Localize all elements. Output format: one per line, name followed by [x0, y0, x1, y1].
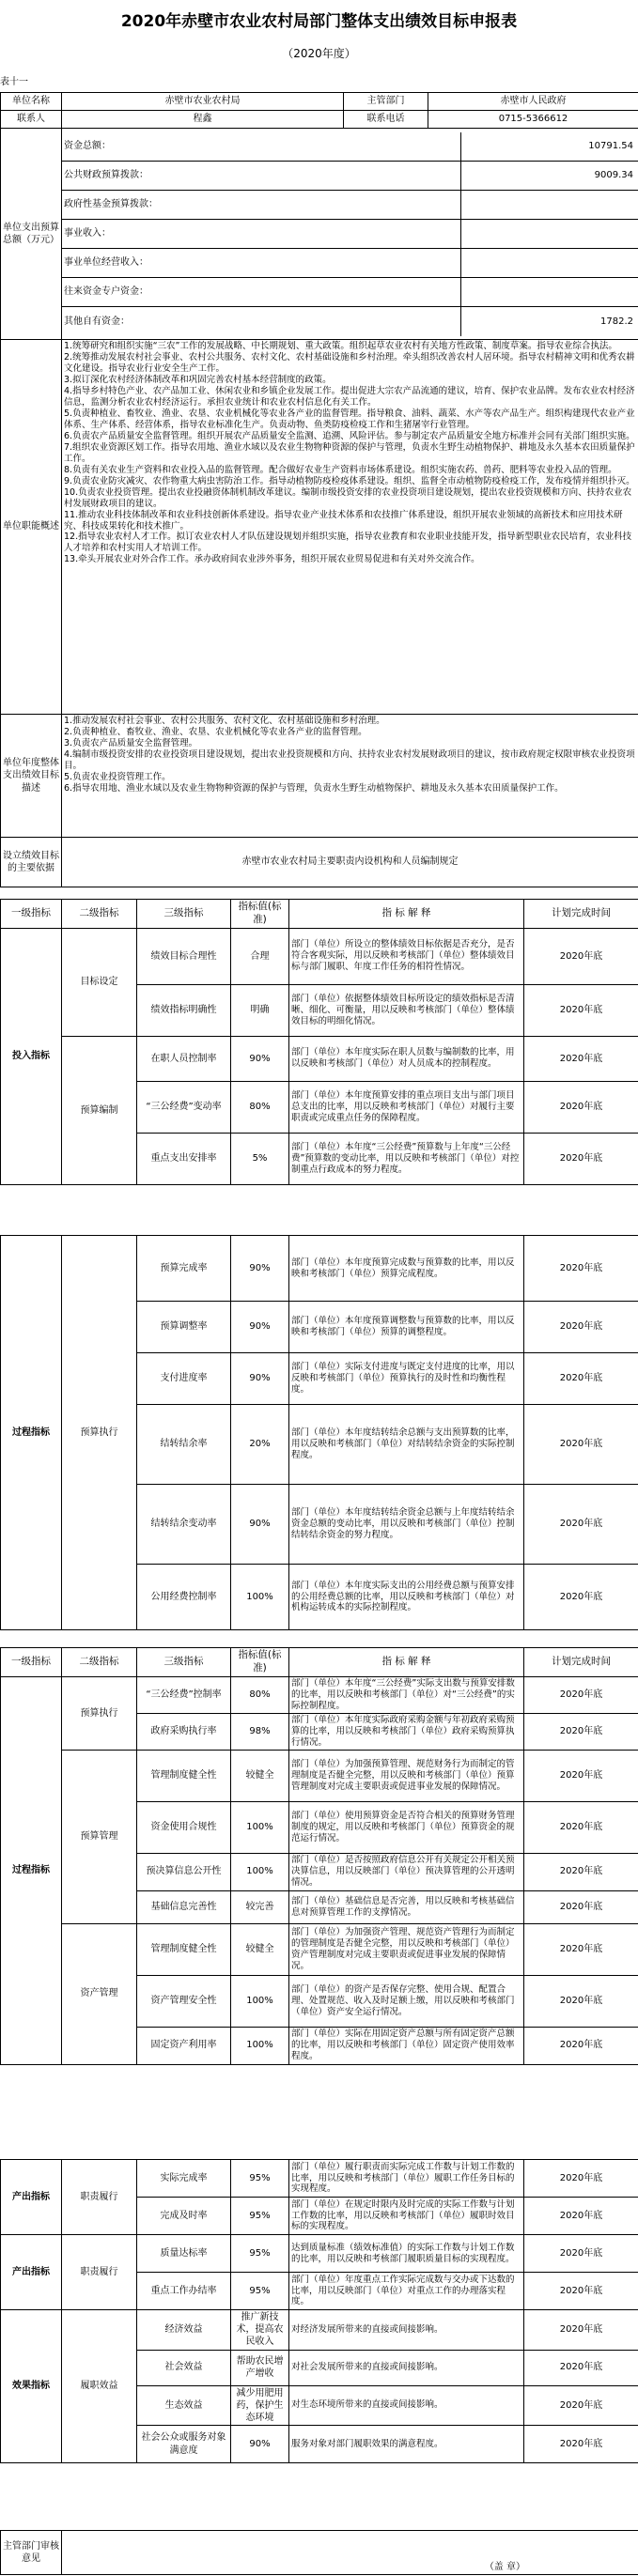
budget-row — [62, 132, 638, 162]
indicator-value: 100% — [231, 1853, 289, 1890]
budget-item-value — [461, 278, 638, 307]
budget-items — [62, 132, 638, 336]
indicator-value: 5% — [231, 1133, 289, 1184]
level3-indicator: 资产管理安全性 — [137, 1975, 231, 2027]
level2-indicator: 目标设定 — [62, 928, 137, 1036]
indicator-row — [1, 928, 638, 984]
level3-indicator: 固定资产利用率 — [137, 2027, 231, 2064]
level2-indicator: 资产管理 — [62, 1923, 137, 2064]
header-time: 计划完成时间 — [524, 1648, 638, 1677]
budget-row — [62, 249, 638, 278]
header-explain: 指 标 解 释 — [289, 900, 524, 929]
budget-row — [62, 220, 638, 249]
indicator-explanation: 部门（单位）为加强资产管理、规范资产管理行为而制定的管理制度是否健全完整，用以反映和考核部门（单位）资产管理制度对完成主要职责或促进事业发展的保障情况。 — [289, 1923, 524, 1975]
plan-time: 2020年底 — [524, 1565, 638, 1630]
budget-item-value — [461, 191, 638, 220]
duties-table — [0, 339, 638, 887]
budget-item-value: 10791.54 — [461, 132, 638, 162]
indicator-value: 较完善 — [231, 1890, 289, 1923]
plan-time: 2020年底 — [524, 1405, 638, 1485]
info-table — [0, 92, 638, 129]
level3-indicator: 社会公众或服务对象满意度 — [137, 2426, 231, 2463]
budget-item-label: 资金总额： — [62, 132, 461, 162]
indicator-row — [1, 2310, 638, 2351]
level3-indicator: 生态效益 — [137, 2385, 231, 2426]
plan-time: 2020年底 — [524, 1801, 638, 1853]
indicator-table-process2 — [0, 1647, 638, 2065]
budget-item-label: 公共财政预算拨款： — [62, 162, 461, 191]
indicator-value: 合理 — [231, 928, 289, 984]
dept-value: 赤壁市人民政府 — [428, 93, 638, 111]
header-l2: 二级指标 — [62, 1648, 137, 1677]
level2-indicator: 预算管理 — [62, 1750, 137, 1923]
contact-label: 联系人 — [1, 111, 62, 129]
indicator-value: 95% — [231, 2160, 289, 2198]
plan-time: 2020年底 — [524, 2235, 638, 2273]
indicator-explanation: 对生态环境所带来的直接或间接影响。 — [289, 2385, 524, 2426]
indicator-explanation: 部门（单位）本年度预算完成数与预算数的比率，用以反映和考核部门（单位）预算完成程度。 — [289, 1236, 524, 1302]
level3-indicator: 绩效指标明确性 — [137, 984, 231, 1036]
budget-item-value: 1782.2 — [461, 307, 638, 336]
indicator-row — [1, 1750, 638, 1801]
budget-row — [62, 191, 638, 220]
indicator-value: 推广新技术，提高农民收入 — [231, 2310, 289, 2351]
level3-indicator: 结转结余变动率 — [137, 1485, 231, 1565]
indicator-value: 80% — [231, 1081, 289, 1133]
indicator-explanation: 部门（单位）本年度实际政府采购金额与年初政府采购预算的比率，用以反映和考核部门（单位）政府采购预算执行情况。 — [289, 1713, 524, 1750]
plan-time: 2020年底 — [524, 1676, 638, 1713]
plan-time: 2020年底 — [524, 2426, 638, 2463]
level1-indicator: 过程指标 — [1, 1236, 62, 1630]
dept-label: 主管部门 — [344, 93, 428, 111]
duties-text: 1.统筹研究和组织实施“三农”工作的发展战略、中长期规划、重大政策。组织起草农业农村有关地方性政策、制度草案。指导农业综合执法。 2.统筹推动发展农村社会事业、农村公共服务、农村文化、农村基础设施和乡村治理。牵头组织改善农村人居环境。指导农村精神文明和优秀农耕文化建设。指导农业行业安全生产工作。 3.拟订深化农村经济体制改革和巩固完善农村基本经营制度的政策。 4.指导乡村特色产业、农产品加工业、休闲农业和乡镇企业发展工作。提出促进大宗农产品流通的建议，培育、保护农业品牌。发布农业农村经济信息，监测分析农业农村经济运行。承担农业统计和农业农村信息化有关工作。 5.负责种植业、畜牧业、渔业、农垦、农业机械化等农业各产业的监督管理。指导粮食、油料、蔬菜、水产等农产品生产。组织构建现代农业产业体系、生产体系、经营体系，指导农业标准化生产。负责动物、鱼类防疫检疫工作和生猪屠宰行业管理。 6.负责农产品质量安全监督管理。组织开展农产品质量安全监测、追溯、风险评估。参与制定农产品质量安全地方标准并会同有关部门组织实施。 7.组织农业资源区划工作。指导农用地、渔业水域以及农业生物物种资源的保护与管理，负责水生野生动植物保护、耕地及永久基本农田质量保护工作。 8.负责有关农业生产资料和农业投入品的监督管理。配合做好农业生产资料市场体系建设。组织实施农药、兽药、肥料等农业投入品的管理。 9.负责农业防灾减灾、农作物重大病虫害防治工作。指导动植物防疫检疫体系建设。组织、监督全市动植物防疫检疫工作，发布疫情并组织扑灭。 10.负责农业投资管理。提出农业投融资体制机制改革建议。编制市级投资安排的农业投资项目建设规划，提出农业投资规模和方向、扶持农业农村发展财政项目的建议。 11.推动农业科技体制改革和农业科技创新体系建设。指导农业产业技术体系和农技推广体系建设，组织开展农业领域的高新技术和应用技术研究、科技成果转化和技术推广。 12.指导农业农村人才工作。拟订农业农村人才队伍建设规划并组织实施，指导农业教育和农业职业技能开发，指导新型职业农民培育，农业科技人才培养和农村实用人才培训工作。 13.牵头开展农业对外合作工作。承办政府间农业涉外事务，组织开展农业贸易促进和有关对外交流合作。 — [62, 340, 638, 715]
level3-indicator: 社会效益 — [137, 2350, 231, 2385]
level3-indicator: 重点支出安排率 — [137, 1133, 231, 1184]
indicator-row — [1, 1923, 638, 1975]
budget-item-value: 9009.34 — [461, 162, 638, 191]
budget-item-label: 事业收入： — [62, 220, 461, 249]
header-value: 指标值(标准) — [231, 1648, 289, 1677]
indicator-row — [1, 1036, 638, 1081]
indicator-explanation: 对经济发展所带来的直接或间接影响。 — [289, 2310, 524, 2351]
form-year: （2020年度） — [282, 47, 356, 60]
level3-indicator: 质量达标率 — [137, 2235, 231, 2273]
phone-value: 0715-5366612 — [428, 111, 638, 129]
indicator-explanation: 部门（单位）依据整体绩效目标所设定的绩效指标是否清晰、细化、可衡量，用以反映和考核部门（单位）整体绩效目标的明细化情况。 — [289, 984, 524, 1036]
indicator-explanation: 部门（单位）使用预算资金是否符合相关的预算财务管理制度的规定，用以反映和考核部门（单位）预算资金的规范运行情况。 — [289, 1801, 524, 1853]
plan-time: 2020年底 — [524, 1236, 638, 1302]
plan-time: 2020年底 — [524, 2198, 638, 2235]
plan-time: 2020年底 — [524, 1975, 638, 2027]
indicator-value: 20% — [231, 1405, 289, 1485]
level1-indicator: 投入指标 — [1, 928, 62, 1184]
indicator-explanation: 部门（单位）本年度结转结余总额与支出预算数的比率，用以反映和考核部门（单位）对结转结余资金的实际控制程度。 — [289, 1405, 524, 1485]
plan-time: 2020年底 — [524, 1853, 638, 1890]
indicator-value: 90% — [231, 2426, 289, 2463]
plan-time: 2020年底 — [524, 1353, 638, 1405]
indicator-explanation: 部门（单位）是否按照政府信息公开有关规定公开相关预决算信息，用以反映部门（单位）预决算管理的公开透明情况。 — [289, 1853, 524, 1890]
level3-indicator: 预算调整率 — [137, 1302, 231, 1353]
plan-time: 2020年底 — [524, 984, 638, 1036]
form-title: 2020年赤壁市农业农村局部门整体支出绩效目标申报表 — [120, 12, 518, 31]
plan-time: 2020年底 — [524, 1750, 638, 1801]
indicator-explanation: 达到质量标准（绩效标准值）的实际工作数与计划工作数的比率，用以反映和考核部门履职质量目标的实现程度。 — [289, 2235, 524, 2273]
budget-item-label: 政府性基金预算拨款： — [62, 191, 461, 220]
level2-indicator: 预算执行 — [62, 1676, 137, 1750]
indicator-explanation: 部门（单位）本年度“三公经费”实际支出数与预算安排数的比率，用以反映和考核部门（单位）对“三公经费”的实际控制程度。 — [289, 1676, 524, 1713]
phone-label: 联系电话 — [344, 111, 428, 129]
indicator-explanation: 部门（单位）年度重点工作实际完成数与交办或下达数的比率，用以反映部门（单位）对重点工作的办理落实程度。 — [289, 2273, 524, 2310]
budget-row — [62, 278, 638, 307]
level3-indicator: 在职人员控制率 — [137, 1036, 231, 1081]
indicator-explanation: 部门（单位）的资产是否保存完整、使用合规、配置合理、处置规范、收入及时足额上缴，用以反映和考核部门（单位）资产安全运行情况。 — [289, 1975, 524, 2027]
indicator-row — [1, 1676, 638, 1713]
approval-label: 主管部门审核意见 — [1, 2531, 62, 2575]
header-value: 指标值(标准) — [231, 900, 289, 929]
plan-time: 2020年底 — [524, 2160, 638, 2198]
indicator-value: 80% — [231, 1676, 289, 1713]
budget-item-label: 事业单位经营收入： — [62, 249, 461, 278]
budget-item-label: 其他自有资金： — [62, 307, 461, 336]
indicator-value: 较健全 — [231, 1750, 289, 1801]
indicator-explanation: 部门（单位）本年度实际支出的公用经费总额与预算安排的公用经费总额的比率，用以反映和考核部门（单位）对机构运转成本的实际控制程度。 — [289, 1565, 524, 1630]
annual-label: 单位年度整体支出绩效目标描述 — [1, 715, 62, 838]
indicator-value: 减少用肥用药，保护生态环境 — [231, 2385, 289, 2426]
indicator-explanation: 部门（单位）为加强预算管理、规范财务行为而制定的管理制度是否健全完整，用以反映和考核部门（单位）预算管理制度对完成主要职责或促进事业发展的保障情况。 — [289, 1750, 524, 1801]
indicator-value: 90% — [231, 1236, 289, 1302]
header-l1: 一级指标 — [1, 900, 62, 929]
level3-indicator: 基础信息完善性 — [137, 1890, 231, 1923]
budget-section-label: 单位支出预算总额（万元） — [1, 129, 62, 340]
indicator-explanation: 部门（单位）所设立的整体绩效目标依据是否充分，是否符合客观实际，用以反映和考核部门（单位）整体绩效目标与部门履职、年度工作任务的相符性情况。 — [289, 928, 524, 984]
plan-time: 2020年底 — [524, 2273, 638, 2310]
header-l3: 三级指标 — [137, 900, 231, 929]
basis-label: 设立绩效目标的主要依据 — [1, 838, 62, 887]
unit-value: 赤壁市农业农村局 — [62, 93, 344, 111]
level3-indicator: 结转结余率 — [137, 1405, 231, 1485]
indicator-explanation: 部门（单位）在规定时限内及时完成的实际工作数与计划工作数的比率，用以反映和考核部门（单位）履职时效目标的实现程度。 — [289, 2198, 524, 2235]
indicator-explanation: 部门（单位）履行职责而实际完成工作数与计划工作数的比率，用以反映和考核部门（单位）履职工作任务目标的实现程度。 — [289, 2160, 524, 2198]
indicator-explanation: 部门（单位）本年度预算调整数与预算数的比率，用以反映和考核部门（单位）预算的调整程度。 — [289, 1302, 524, 1353]
indicator-value: 90% — [231, 1036, 289, 1081]
indicator-row — [1, 1236, 638, 1302]
indicator-explanation: 服务对象对部门履职效果的满意程度。 — [289, 2426, 524, 2463]
level1-indicator: 产出指标 — [1, 2235, 62, 2310]
level1-indicator: 产出指标 — [1, 2160, 62, 2235]
plan-time: 2020年底 — [524, 1923, 638, 1975]
level2-indicator: 履职效益 — [62, 2310, 137, 2463]
sheet-number: 表十一 — [0, 77, 28, 87]
annual-text: 1.推动发展农村社会事业、农村公共服务、农村文化、农村基础设施和乡村治理。 2.负责种植业、畜牧业、渔业、农垦、农业机械化等农业各产业的监督管理。 3.负责农产品质量安全监督管理。 4.编制市级投资安排的农业投资项目建设规划，提出农业投资规模和方向、扶持农业农村发展财政项目的建议，按市政府规定权限审核农业投资项目。 5.负责农业投资管理工作。 6.指导农用地、渔业水域以及农业生物物种资源的保护与管理，负责水生野生动植物保护、耕地及永久基本农田质量保护工作。 — [62, 715, 638, 838]
indicator-table-output2 — [0, 2234, 638, 2310]
indicator-value: 95% — [231, 2198, 289, 2235]
plan-time: 2020年底 — [524, 1302, 638, 1353]
budget-row — [62, 162, 638, 191]
budget-item-value — [461, 249, 638, 278]
budget-table — [0, 128, 638, 340]
level3-indicator: 资金使用合规性 — [137, 1801, 231, 1853]
header-explain: 指 标 解 释 — [289, 1648, 524, 1677]
indicator-explanation: 部门（单位）本年度实际在职人员数与编制数的比率，用以反映和考核部门（单位）对人员成本的控制程度。 — [289, 1036, 524, 1081]
indicator-explanation: 部门（单位）实际在用固定资产总额与所有固定资产总额的比率，用以反映和考核部门（单位）固定资产使用效率程度。 — [289, 2027, 524, 2064]
level3-indicator: 经济效益 — [137, 2310, 231, 2351]
level1-indicator: 过程指标 — [1, 1676, 62, 2064]
header-time: 计划完成时间 — [524, 900, 638, 929]
level3-indicator: 绩效目标合理性 — [137, 928, 231, 984]
budget-item-label: 往来资金专户资金： — [62, 278, 461, 307]
plan-time: 2020年底 — [524, 2310, 638, 2351]
plan-time: 2020年底 — [524, 1036, 638, 1081]
header-l3: 三级指标 — [137, 1648, 231, 1677]
indicator-value: 100% — [231, 1801, 289, 1853]
level3-indicator: 政府采购执行率 — [137, 1713, 231, 1750]
indicator-row — [1, 2235, 638, 2273]
indicator-value: 100% — [231, 2027, 289, 2064]
level1-indicator: 效果指标 — [1, 2310, 62, 2463]
contact-value: 程鑫 — [62, 111, 344, 129]
plan-time: 2020年底 — [524, 1133, 638, 1184]
unit-label: 单位名称 — [1, 93, 62, 111]
indicator-value: 较健全 — [231, 1923, 289, 1975]
plan-time: 2020年底 — [524, 1081, 638, 1133]
indicator-table-input — [0, 899, 638, 1185]
indicator-table-effect — [0, 2309, 638, 2463]
indicator-value: 95% — [231, 2273, 289, 2310]
plan-time: 2020年底 — [524, 2350, 638, 2385]
approval-table — [0, 2530, 638, 2575]
level2-indicator: 预算编制 — [62, 1036, 137, 1184]
header-l2: 二级指标 — [62, 900, 137, 929]
budget-row — [62, 307, 638, 336]
indicator-value: 帮助农民增产增收 — [231, 2350, 289, 2385]
indicator-row — [1, 2160, 638, 2198]
indicator-value: 98% — [231, 1713, 289, 1750]
level3-indicator: 管理制度健全性 — [137, 1923, 231, 1975]
indicator-value: 100% — [231, 1565, 289, 1630]
indicator-explanation: 部门（单位）实际支付进度与既定支付进度的比率，用以反映和考核部门（单位）预算执行的及时性和均衡性程度。 — [289, 1353, 524, 1405]
plan-time: 2020年底 — [524, 1485, 638, 1565]
indicator-explanation: 部门（单位）本年度结转结余资金总额与上年度结转结余资金总额的变动比率，用以反映和考核部门（单位）控制结转结余资金的努力程度。 — [289, 1485, 524, 1565]
indicator-value: 90% — [231, 1302, 289, 1353]
level3-indicator: 预算完成率 — [137, 1236, 231, 1302]
level2-indicator: 职责履行 — [62, 2235, 137, 2310]
header-l1: 一级指标 — [1, 1648, 62, 1677]
plan-time: 2020年底 — [524, 928, 638, 984]
level3-indicator: “三公经费”变动率 — [137, 1081, 231, 1133]
indicator-table-output1 — [0, 2159, 638, 2235]
indicator-value: 90% — [231, 1485, 289, 1565]
level3-indicator: 重点工作办结率 — [137, 2273, 231, 2310]
indicator-value: 明确 — [231, 984, 289, 1036]
level2-indicator: 职责履行 — [62, 2160, 137, 2235]
level3-indicator: 管理制度健全性 — [137, 1750, 231, 1801]
indicator-explanation: 对社会发展所带来的直接或间接影响。 — [289, 2350, 524, 2385]
approval-stamp: （盖 章） — [62, 2531, 638, 2575]
indicator-explanation: 部门（单位）本年度预算安排的重点项目支出与部门项目总支出的比率，用以反映和考核部门（单位）对履行主要职责或完成重点任务的保障程度。 — [289, 1081, 524, 1133]
indicator-table-process — [0, 1235, 638, 1630]
duties-label: 单位职能概述 — [1, 340, 62, 715]
level3-indicator: 实际完成率 — [137, 2160, 231, 2198]
budget-item-value — [461, 220, 638, 249]
level3-indicator: 支付进度率 — [137, 1353, 231, 1405]
indicator-value: 100% — [231, 1975, 289, 2027]
indicator-explanation: 部门（单位）基础信息是否完善，用以反映和考核基础信息对预算管理工作的支撑情况。 — [289, 1890, 524, 1923]
level3-indicator: 预决算信息公开性 — [137, 1853, 231, 1890]
plan-time: 2020年底 — [524, 1713, 638, 1750]
indicator-value: 90% — [231, 1353, 289, 1405]
indicator-explanation: 部门（单位）本年度“三公经费”预算数与上年度“三公经费”预算数的变动比率，用以反映和考核部门（单位）对控制重点行政成本的努力程度。 — [289, 1133, 524, 1184]
level3-indicator: 完成及时率 — [137, 2198, 231, 2235]
indicator-value: 95% — [231, 2235, 289, 2273]
basis-text: 赤壁市农业农村局主要职责内设机构和人员编制规定 — [62, 838, 638, 887]
plan-time: 2020年底 — [524, 2385, 638, 2426]
plan-time: 2020年底 — [524, 1890, 638, 1923]
level3-indicator: “三公经费”控制率 — [137, 1676, 231, 1713]
level3-indicator: 公用经费控制率 — [137, 1565, 231, 1630]
plan-time: 2020年底 — [524, 2027, 638, 2064]
level2-indicator: 预算执行 — [62, 1236, 137, 1630]
